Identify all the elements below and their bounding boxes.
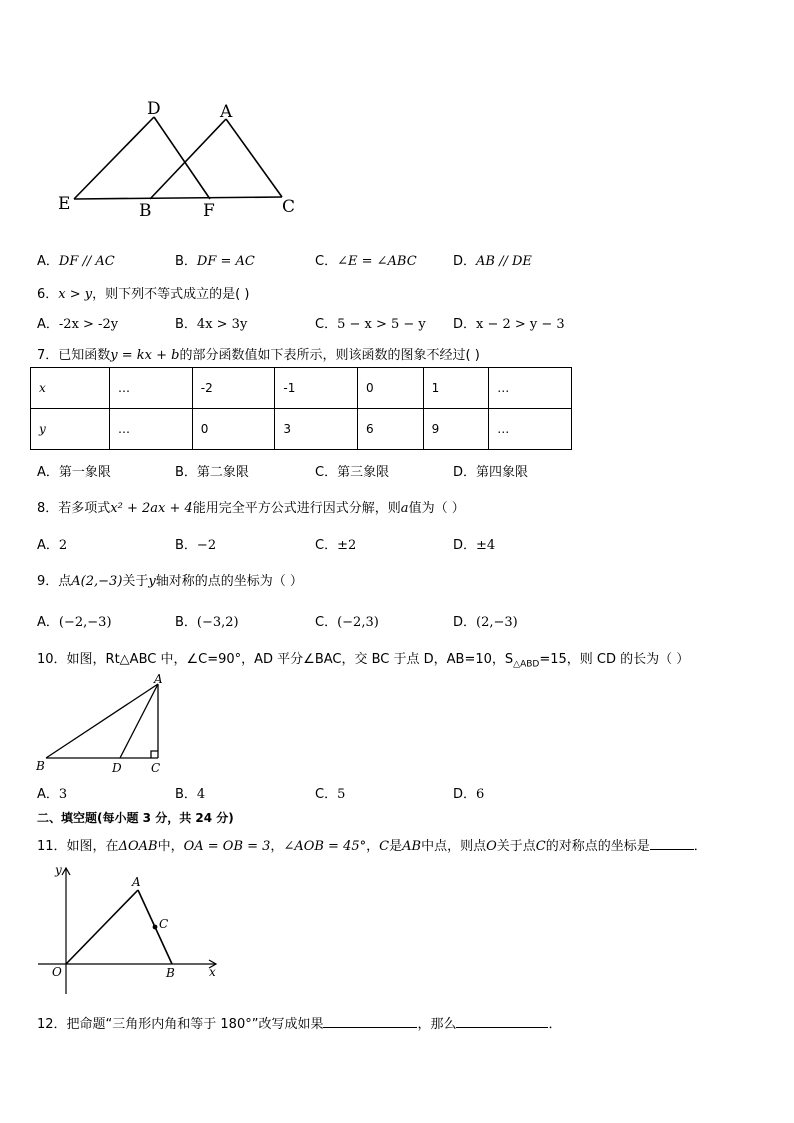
q5-option-b[interactable]: B．DF = AC <box>175 254 255 269</box>
table-cell: 9 <box>423 409 489 450</box>
table-cell: 6 <box>358 409 424 450</box>
q8-option-b[interactable]: B．−2 <box>175 538 217 553</box>
q9-option-c[interactable]: C．(−2,3) <box>315 615 379 630</box>
q10-option-c[interactable]: C．5 <box>315 787 346 802</box>
table-cell: … <box>110 368 193 409</box>
q9-option-b[interactable]: B．(−3,2) <box>175 615 239 630</box>
q7-option-b[interactable]: B．第二象限 <box>175 465 249 480</box>
q10-option-d[interactable]: D．6 <box>453 787 485 802</box>
label-f: F <box>203 201 215 221</box>
label-a: A <box>132 875 141 889</box>
table-cell: y <box>31 409 110 450</box>
section-heading: 二、填空题(每小题 3 分，共 24 分) <box>37 811 234 825</box>
table-cell: … <box>489 409 572 450</box>
label-o: O <box>52 965 62 979</box>
label-c: C <box>151 761 161 775</box>
q10-option-b[interactable]: B．4 <box>175 787 206 802</box>
table-cell: 1 <box>423 368 489 409</box>
table-cell: 3 <box>275 409 358 450</box>
q9-option-d[interactable]: D．(2,−3) <box>453 615 518 630</box>
q11-stem: 11．如图，在ΔOAB中，OA = OB = 3，∠AOB = 45°，C是AB中点，则点O关于点C的对称点的坐标是 ． <box>37 839 707 854</box>
label-a: A <box>220 102 233 122</box>
answer-blank-then[interactable] <box>456 1015 548 1028</box>
q8-stem: 8．若多项式x² + 2ax + 4能用完全平方公式进行因式分解，则a值为（ ） <box>37 501 465 516</box>
table-cell: -1 <box>275 368 358 409</box>
right-triangle-figure-q10 <box>34 670 174 778</box>
q7-option-c[interactable]: C．第三象限 <box>315 465 390 480</box>
label-d: D <box>112 761 122 775</box>
label-c: C <box>282 197 296 217</box>
table-row <box>31 368 572 409</box>
q9-option-a[interactable]: A．(−2,−3) <box>37 615 112 630</box>
q7-value-table <box>30 367 572 450</box>
q7-option-d[interactable]: D．第四象限 <box>453 465 529 480</box>
q10-stem: 10．如图，Rt△ABC 中，∠C=90°，AD 平分∠BAC，交 BC 于点 D，AB=10，$S_{\triangle ABD}=15$，则 CD 的长为（ ） <box>37 652 690 670</box>
label-d: D <box>147 99 161 119</box>
q5-option-c[interactable]: C．∠E = ∠ABC <box>315 254 417 269</box>
q9-stem: 9．点A(2,−3)关于y轴对称的点的坐标为（ ） <box>37 574 303 589</box>
label-e: E <box>58 194 71 214</box>
triangle-figure-q5 <box>50 95 310 225</box>
table-row <box>31 409 572 450</box>
coordinate-figure-q11 <box>36 860 226 1000</box>
label-b: B <box>139 201 152 221</box>
q8-option-c[interactable]: C．±2 <box>315 538 357 553</box>
q8-option-d[interactable]: D．±4 <box>453 538 496 553</box>
label-b: B <box>36 759 45 773</box>
q6-option-d[interactable]: D．x − 2 > y − 3 <box>453 317 565 332</box>
q7-option-a[interactable]: A．第一象限 <box>37 465 111 480</box>
q6-option-b[interactable]: B．4x > 3y <box>175 317 248 332</box>
label-b: B <box>166 966 175 980</box>
q8-option-a[interactable]: A．2 <box>37 538 68 553</box>
label-c: C <box>159 917 169 931</box>
label-y: y <box>55 863 62 877</box>
q7-stem: 7．已知函数y = kx + b的部分函数值如下表所示，则该函数的图象不经过( ) <box>37 348 480 363</box>
q5-option-d[interactable]: D．AB // DE <box>453 254 532 269</box>
table-cell: … <box>110 409 193 450</box>
answer-blank[interactable] <box>650 837 694 850</box>
label-a: A <box>154 672 163 686</box>
table-cell: x <box>31 368 110 409</box>
q6-option-a[interactable]: A．-2x > -2y <box>37 317 119 332</box>
label-x: x <box>209 965 216 979</box>
answer-blank-if[interactable] <box>323 1015 417 1028</box>
q10-option-a[interactable]: A．3 <box>37 787 68 802</box>
q5-option-a[interactable]: A．DF // AC <box>37 254 115 269</box>
table-cell: 0 <box>358 368 424 409</box>
q6-option-c[interactable]: C．5 − x > 5 − y <box>315 317 426 332</box>
q6-stem: 6．x > y，则下列不等式成立的是( ) <box>37 287 250 302</box>
table-cell: 0 <box>192 409 275 450</box>
q12-stem: 12．把命题“三角形内角和等于 180°”改写成如果 ，那么 ． <box>37 1017 562 1032</box>
table-cell: … <box>489 368 572 409</box>
table-cell: -2 <box>192 368 275 409</box>
